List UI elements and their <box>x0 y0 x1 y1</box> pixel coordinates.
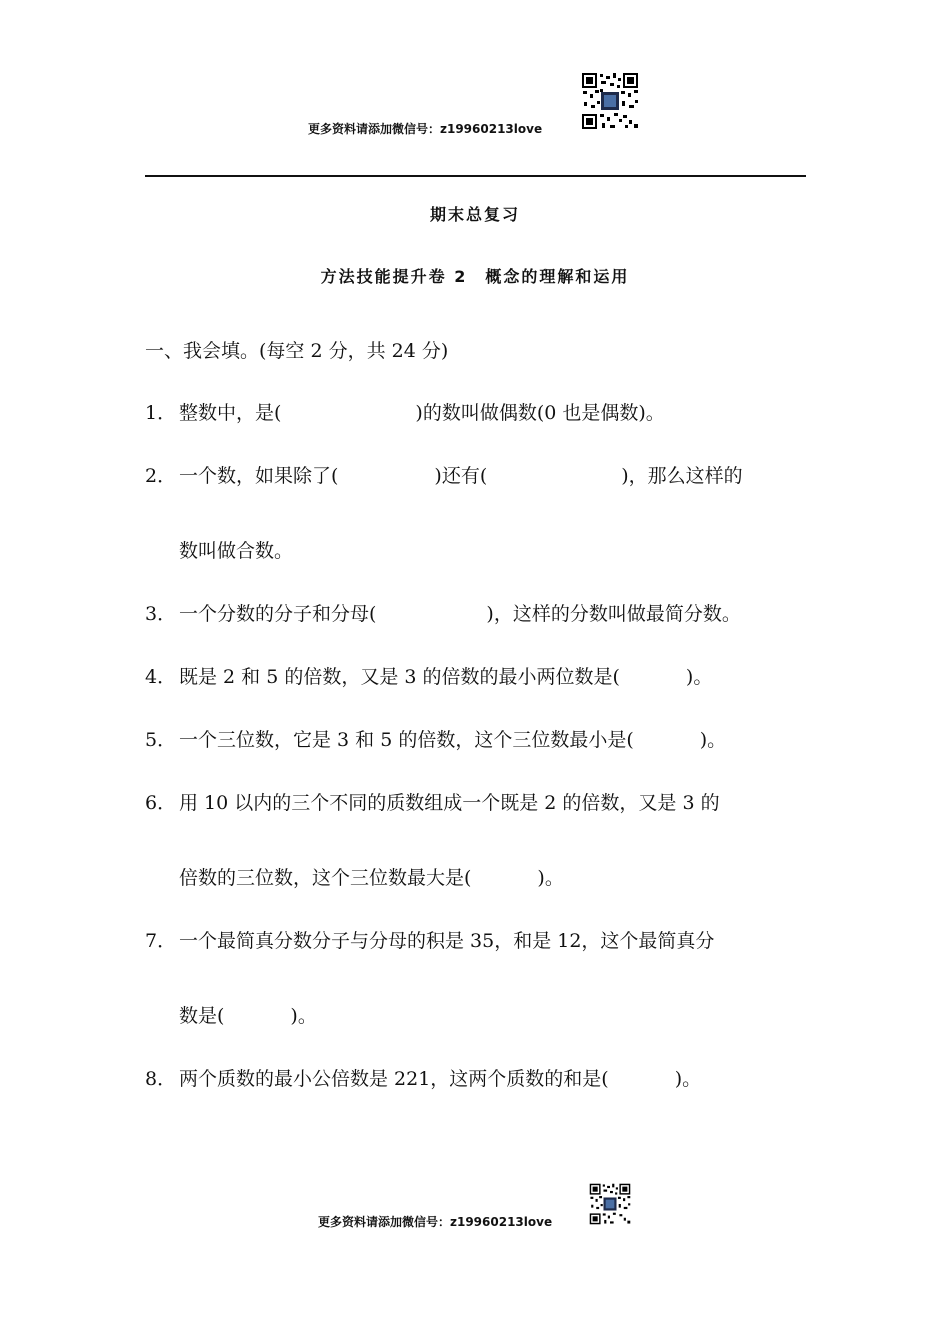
question-number: 1． <box>145 402 177 424</box>
question-number: 5． <box>145 729 177 751</box>
header-contact-text: 更多资料请添加微信号：z19960213love <box>308 122 543 136</box>
question-text: )，这样的分数叫做最简分数。 <box>486 603 741 625</box>
question-text: 数是( <box>179 1005 225 1027</box>
question-text: 倍数的三位数，这个三位数最大是( <box>179 867 472 889</box>
question-number: 4． <box>145 666 177 688</box>
footer-qr-code-icon <box>589 1183 631 1225</box>
header-divider <box>145 175 806 177</box>
question-text: 一个最简真分数分子与分母的积是 35，和是 12，这个最简真分 <box>179 930 715 952</box>
question-6-continuation <box>179 865 564 891</box>
question-3 <box>145 601 741 627</box>
page-subtitle: 方法技能提升卷 2 概念的理解和运用 <box>320 267 630 286</box>
question-text: )。 <box>685 666 713 688</box>
question-text: 一个三位数，它是 3 和 5 的倍数，这个三位数最小是( <box>179 729 634 751</box>
question-5 <box>145 727 726 753</box>
question-4 <box>145 664 712 690</box>
question-number: 8． <box>145 1068 177 1090</box>
question-7-continuation <box>179 1003 317 1029</box>
footer-contact-text: 更多资料请添加微信号：z19960213love <box>318 1215 553 1229</box>
question-text: )。 <box>699 729 727 751</box>
question-text: 两个质数的最小公倍数是 221，这两个质数的和是( <box>179 1068 609 1090</box>
question-text: 一个数，如果除了( <box>179 465 339 487</box>
question-text: 整数中，是( <box>179 402 282 424</box>
header-qr-code-icon <box>581 72 639 130</box>
question-number: 2． <box>145 465 177 487</box>
question-number: 3． <box>145 603 177 625</box>
section-heading: 一、我会填。(每空 2 分，共 24 分) <box>145 340 449 362</box>
question-number: 6． <box>145 792 177 814</box>
question-2-continuation: 数叫做合数。 <box>179 540 294 562</box>
question-text: 一个分数的分子和分母( <box>179 603 377 625</box>
question-6 <box>145 790 720 816</box>
question-text: )的数叫做偶数(0 也是偶数)。 <box>415 402 665 424</box>
question-2 <box>145 463 743 489</box>
page-title: 期末总复习 <box>429 205 520 224</box>
question-text: )。 <box>674 1068 702 1090</box>
question-text: 既是 2 和 5 的倍数，又是 3 的倍数的最小两位数是( <box>179 666 620 688</box>
question-text: 用 10 以内的三个不同的质数组成一个既是 2 的倍数，又是 3 的 <box>179 792 720 814</box>
question-7 <box>145 928 714 954</box>
question-1 <box>145 400 665 426</box>
question-text: )。 <box>537 867 564 889</box>
question-text: )。 <box>290 1005 317 1027</box>
question-number: 7． <box>145 930 177 952</box>
question-text: )，那么这样的 <box>621 465 743 487</box>
question-8 <box>145 1066 701 1092</box>
question-text: )还有( <box>434 465 488 487</box>
